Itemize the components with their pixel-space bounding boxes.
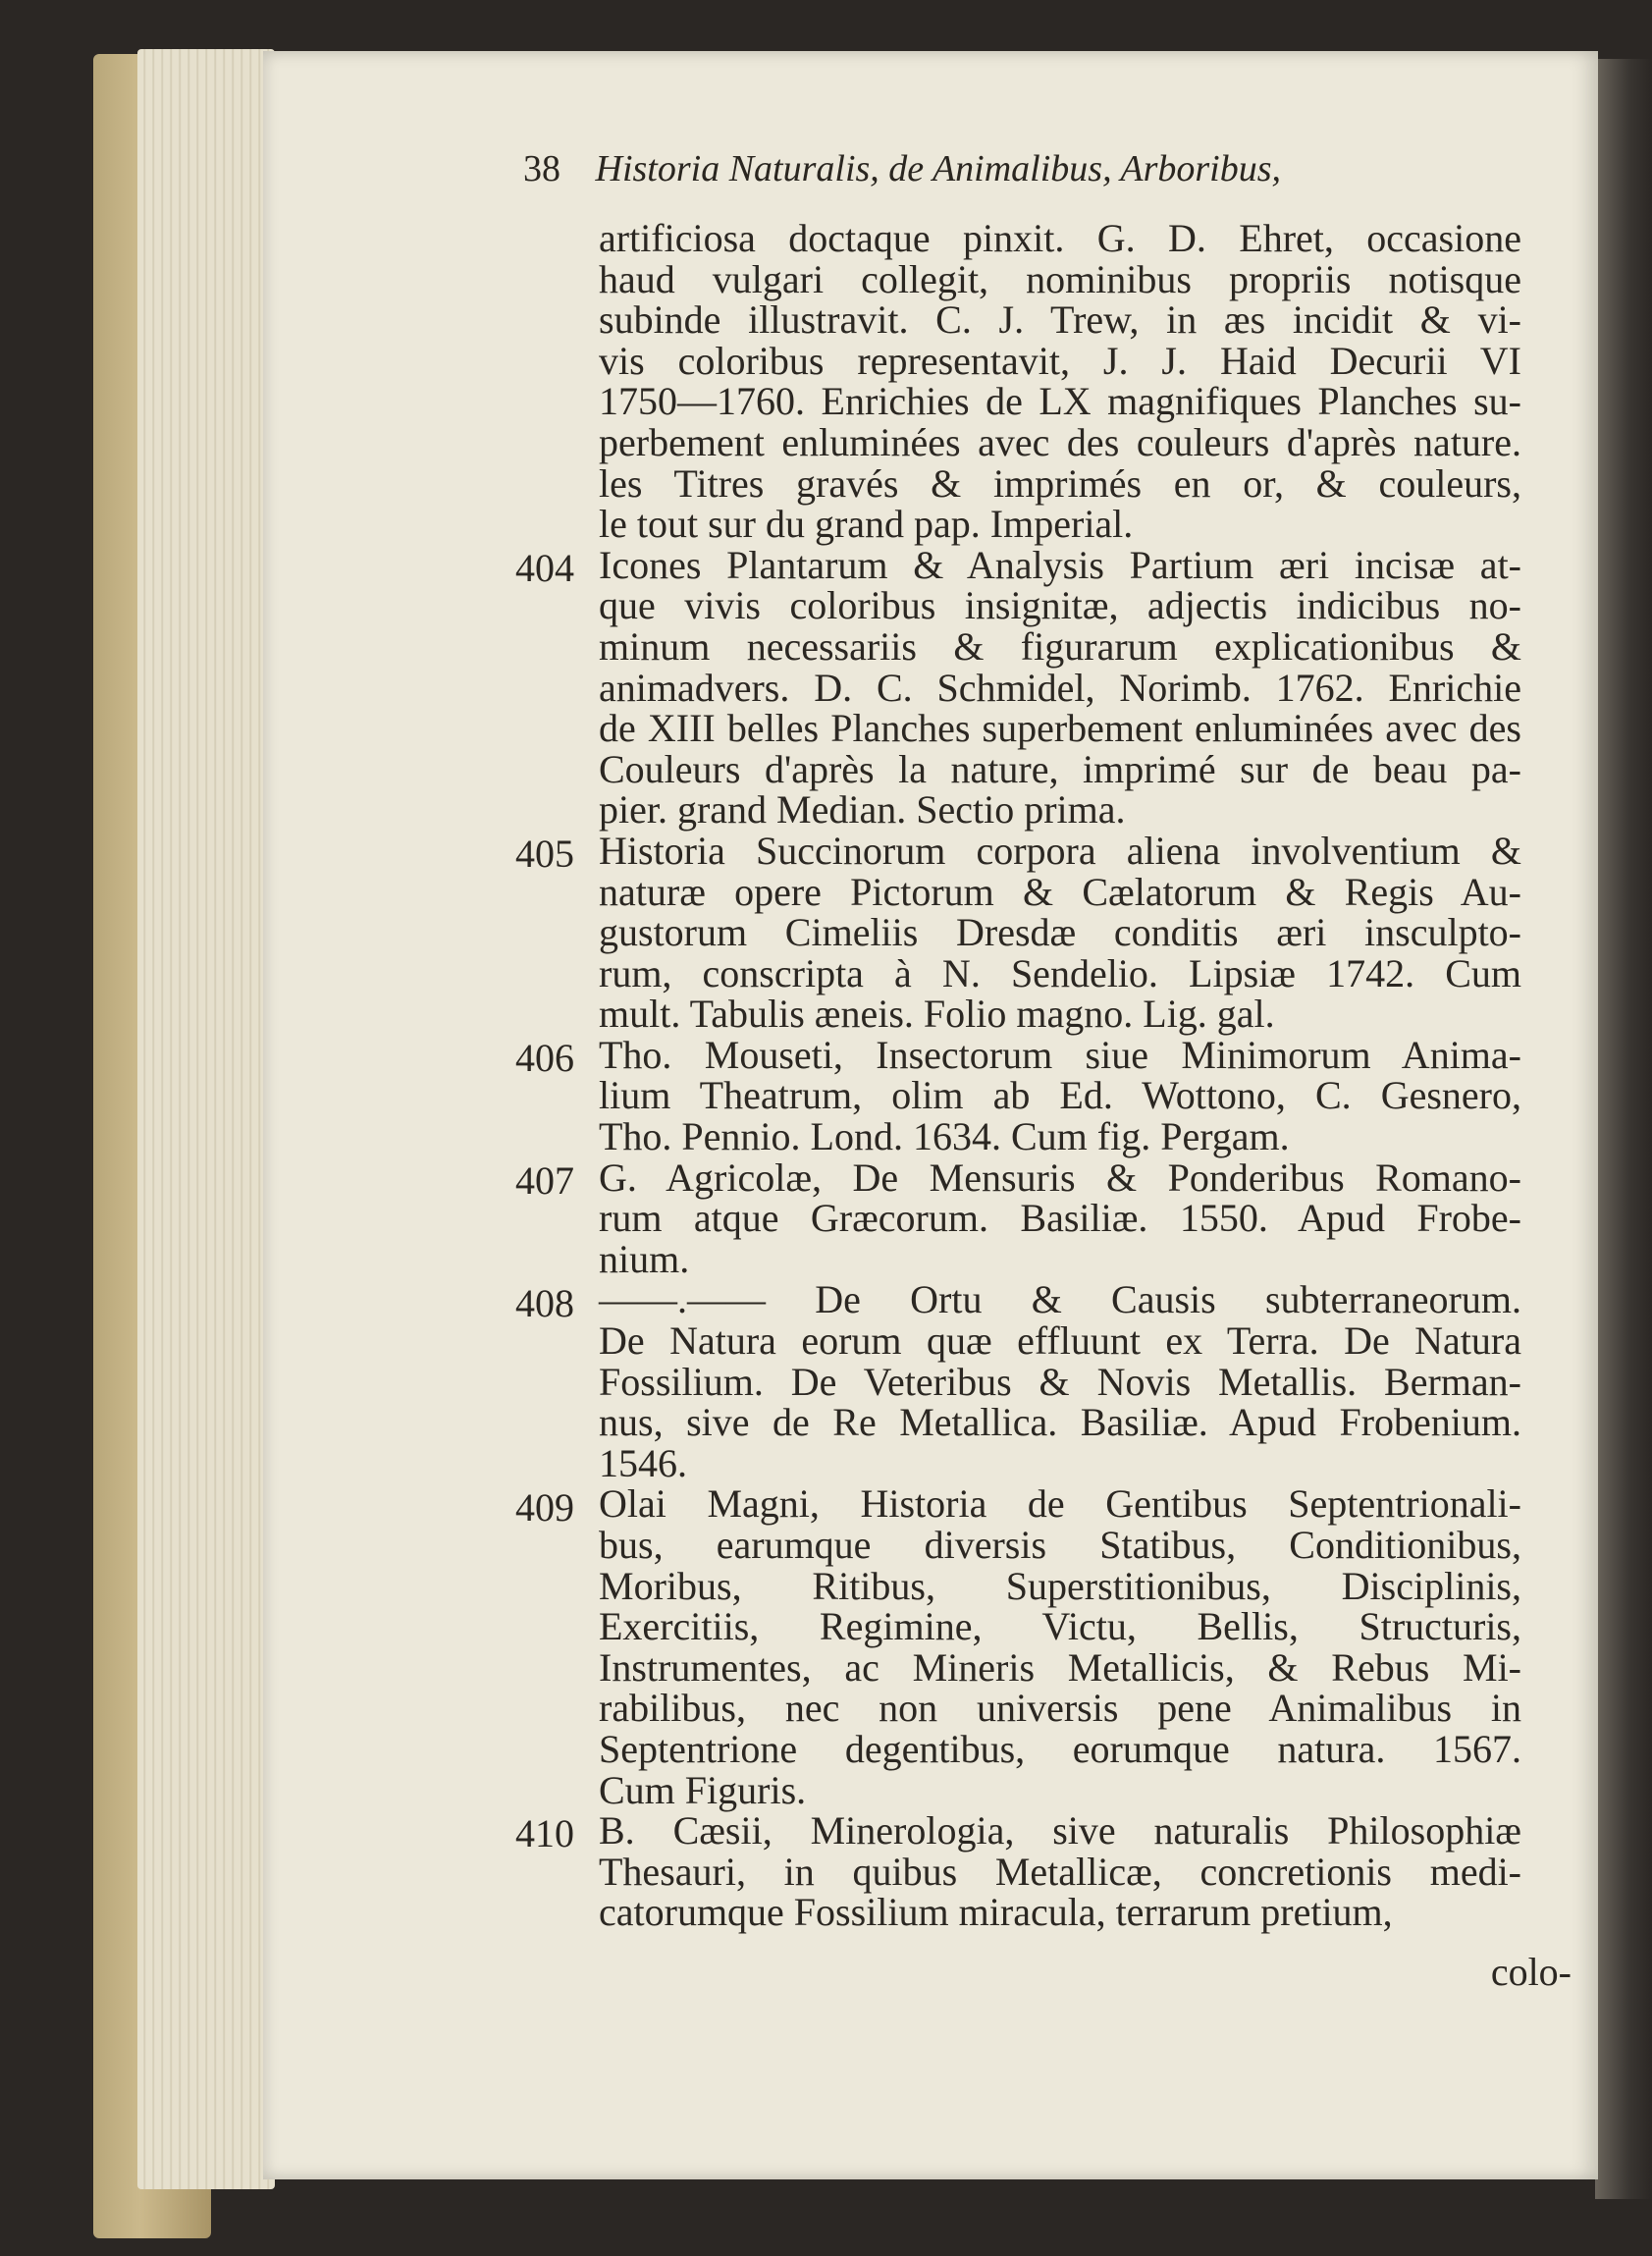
entry-number: 409 (515, 1484, 574, 1530)
text-line: gustorum Cimeliis Dresdæ conditis æri insculpto- (599, 910, 1521, 955)
text-line: 1546. (599, 1440, 687, 1485)
text-line: Septentrione degentibus, eorumque natura. 1567. (599, 1726, 1521, 1771)
text-line: que vivis coloribus insignitæ, adjectis indicibus no- (599, 583, 1521, 628)
text-line: rabilibus, nec non universis pene Animalibus in (599, 1686, 1521, 1731)
text-line: rum atque Græcorum. Basiliæ. 1550. Apud Frobe- (599, 1196, 1521, 1241)
text-line: Moribus, Ritibus, Superstitionibus, Disciplinis, (599, 1563, 1521, 1608)
text-line: subinde illustravit. C. J. Trew, in æs incidit & vi- (599, 297, 1521, 343)
text-line: B. Cæsii, Minerologia, sive naturalis Philosophiæ (599, 1808, 1521, 1853)
text-line: artificiosa doctaque pinxit. G. D. Ehret, occasione (599, 216, 1521, 260)
entry-number: 404 (515, 545, 574, 590)
catalog-entry (510, 542, 1521, 833)
book-gutter (1595, 59, 1652, 2199)
entry-number: 410 (515, 1811, 574, 1856)
text-line: les Titres gravés & imprimés en or, & couleurs, (599, 460, 1521, 506)
entry-number: 406 (515, 1036, 574, 1080)
catalog-entry (510, 1279, 1521, 1483)
text-line: bus, earumque diversis Statibus, Conditionibus, (599, 1523, 1521, 1567)
page-number: 38 (523, 148, 560, 189)
text-line: mult. Tabulis æneis. Folio magno. Lig. gal. (599, 992, 1275, 1037)
text-line: Cum Figuris. (599, 1767, 807, 1812)
text-line: Thesauri, in quibus Metallicæ, concretionis medi- (599, 1849, 1521, 1894)
catalog-entry (510, 828, 1521, 1037)
running-title: Historia Naturalis, de Animalibus, Arboribus, (595, 148, 1282, 189)
text-line: Tho. Pennio. Lond. 1634. Cum fig. Pergam. (599, 1114, 1290, 1159)
text-line: Exercitiis, Regimine, Victu, Bellis, Structuris, (599, 1604, 1521, 1649)
text-line: Fossilium. De Veteribus & Novis Metallis. Berman- (599, 1359, 1521, 1404)
text-line: haud vulgari collegit, nominibus propriis notisque (599, 256, 1521, 301)
text-line: Historia Succinorum corpora aliena involventium & (599, 828, 1521, 873)
text-line: Icones Plantarum & Analysis Partium æri incisæ at- (599, 542, 1521, 587)
text-line: 1750—1760. Enrichies de LX magnifiques Planches su- (599, 379, 1521, 424)
page-edges (137, 49, 275, 2189)
text-line: De Natura eorum quæ effluunt ex Terra. De Natura (599, 1318, 1521, 1364)
text-line: pier. grand Median. Sectio prima. (599, 787, 1126, 833)
text-line: Olai Magni, Historia de Gentibus Septentrionali- (599, 1481, 1521, 1527)
text-line: G. Agricolæ, De Mensuris & Ponderibus Romano- (599, 1155, 1521, 1200)
text-line: lium Theatrum, olim ab Ed. Wottono, C. Gesnero, (599, 1073, 1521, 1118)
text-line: de XIII belles Planches superbement enluminées avec des (599, 706, 1521, 751)
entry-number: 407 (515, 1157, 574, 1203)
text-line: nus, sive de Re Metallica. Basiliæ. Apud Frobenium. (599, 1400, 1521, 1445)
catchword: colo- (1490, 1950, 1572, 1994)
running-header (523, 147, 1505, 206)
text-line: nium. (599, 1236, 690, 1281)
text-line: rum, conscripta à N. Sendelio. Lipsiæ 1742. Cum (599, 950, 1521, 995)
text-line: le tout sur du grand pap. Imperial. (599, 502, 1134, 547)
catalog-text (510, 218, 1521, 1933)
text-line: minum necessariis & figurarum explicationibus & (599, 623, 1521, 669)
catalog-entry (510, 218, 1521, 545)
text-line: catorumque Fossilium miracula, terrarum pretium, (599, 1890, 1393, 1935)
entry-number: 405 (515, 832, 574, 876)
text-line: animadvers. D. C. Schmidel, Norimb. 1762. Enrichie (599, 665, 1521, 710)
catalog-entry (510, 1810, 1521, 1933)
text-line: Couleurs d'après la nature, imprimé sur de beau pa- (599, 746, 1521, 791)
catalog-entry (510, 1157, 1521, 1280)
text-line: Tho. Mouseti, Insectorum siue Minimorum Anima- (599, 1032, 1521, 1077)
text-line: ——.—— De Ortu & Causis subterraneorum. (599, 1277, 1521, 1322)
text-line: Instrumentes, ac Mineris Metallicis, & Rebus Mi- (599, 1644, 1521, 1690)
text-line: naturæ opere Pictorum & Cælatorum & Regis Au- (599, 869, 1521, 914)
text-line: perbement enluminées avec des couleurs d'après nature. (599, 419, 1521, 464)
catalog-entry (510, 1032, 1521, 1159)
entry-number: 408 (515, 1280, 574, 1325)
catalog-entry (510, 1483, 1521, 1810)
text-line: vis coloribus representavit, J. J. Haid Decurii VI (599, 338, 1521, 383)
